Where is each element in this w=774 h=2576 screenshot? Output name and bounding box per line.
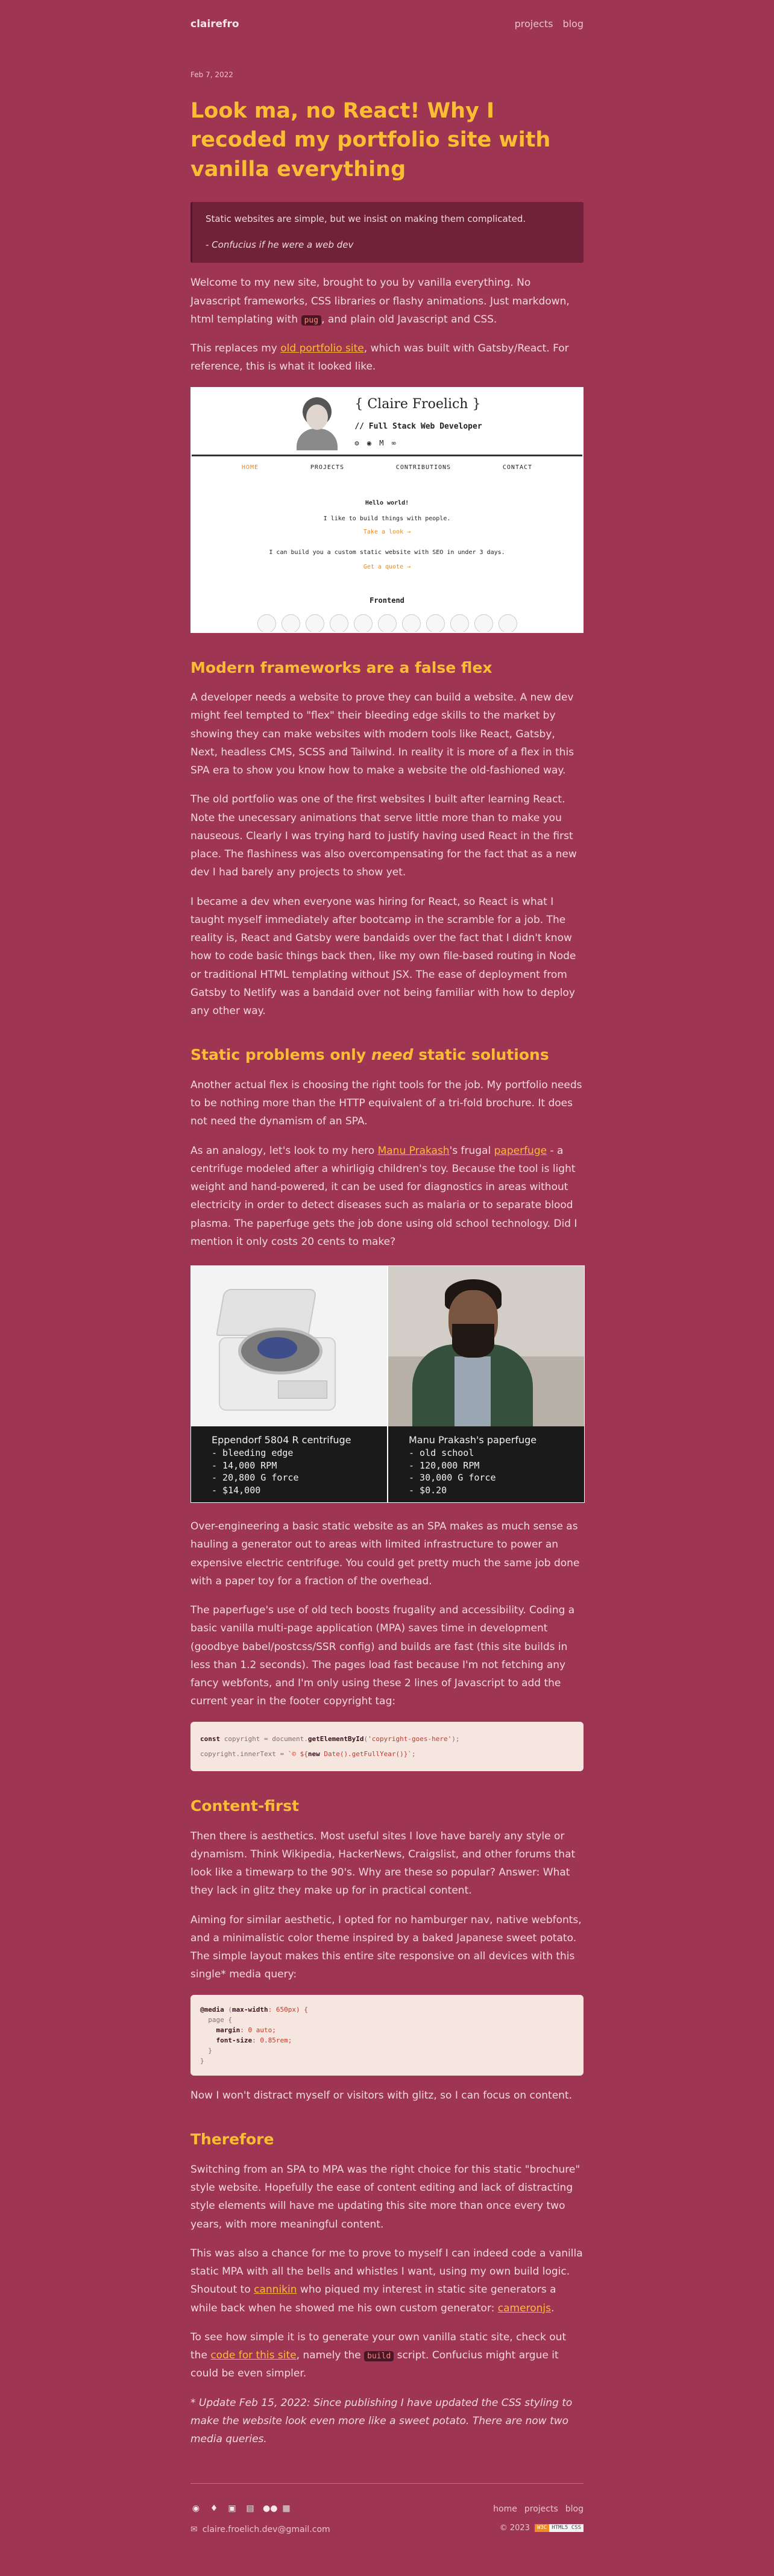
old-site-menu [192, 456, 582, 473]
devto-icon[interactable]: ▦ [282, 2504, 291, 2514]
centrifuge-caption: Eppendorf 5804 R centrifuge [212, 1434, 351, 1446]
email-link[interactable]: claire.froelich.dev@gmail.com [202, 2525, 330, 2535]
centrifuge-specs [191, 1426, 387, 1496]
quote-text: Static websites are simple, but we insist on making them complicated. [206, 213, 526, 224]
old-site-header [192, 388, 582, 456]
tech-icon [378, 614, 397, 633]
content-first-paragraph-2: Aiming for similar aesthetic, I opted for no hamburger nav, native webfonts, and a minimalistic color theme inspired by a baked Japanese sweet potato. The simple layout makes this entire site responsive on all devices with this single* media query: [190, 1913, 582, 1981]
nav-blog-link[interactable]: blog [562, 17, 584, 30]
medium-icon[interactable]: ●● [263, 2504, 278, 2514]
tech-icon [354, 614, 373, 633]
old-site-social-icons: ⚙ ◉ M ∞ [354, 439, 398, 448]
tech-icon [282, 614, 300, 633]
old-portfolio-screenshot [190, 387, 584, 633]
spec-item: - 20,800 G force [212, 1472, 299, 1484]
centrifuge-photo [191, 1266, 387, 1426]
therefore-paragraph-3: To see how simple it is to generate your own vanilla static site, check out the code for this site, namely the build script. Confucius might argue it could be even simpler. [190, 2331, 567, 2380]
static-paragraph-1: Another actual flex is choosing the right tools for the job. My portfolio needs to be nothing more than the HTTP equivalent of a tri-fold brochure. It does not need the dynamism of an SPA. [190, 1079, 582, 1128]
therefore-paragraph-1: Switching from an SPA to MPA was the right choice for this static "brochure" style website. Hopefully the ease of content editing and lack of distracting style elements will have me updating this site more than once every two years, with more meaningful content. [190, 2163, 580, 2231]
section-heading-static-problems: Static problems only need static solutions [190, 1046, 549, 1064]
footer-nav-projects[interactable]: projects [524, 2504, 558, 2515]
tech-icon [330, 614, 348, 633]
intro-paragraph-1: Welcome to my new site, brought to you by vanilla everything. No Javascript frameworks, CSS libraries or flashy animations. Just markdown, html templating with pug , and plain old Javascript and CSS. [190, 277, 570, 326]
linkedin-icon[interactable]: ▣ [228, 2504, 236, 2514]
old-site-content [192, 498, 582, 572]
quote-attribution: - Confucius if he were a web dev [206, 239, 354, 250]
content-first-paragraph-3: Now I won't distract myself or visitors with glitz, so I can focus on content. [190, 2089, 573, 2102]
content-first-paragraph-1: Then there is aesthetics. Most useful sites I love have barely any style or dynamism. Think Wikipedia, HackerNews, Craigslist, and other forums that look like a timewarp to the 90's. Why are these so popular? Answer: What they lack in glitz they make up for in practical content. [190, 1830, 576, 1897]
update-note: * Update Feb 15, 2022: Since publishing I have updated the CSS styling to make the website look even more like a sweet potato. There are now two media queries. [190, 2396, 573, 2446]
manu-prakash-link[interactable]: Manu Prakash [377, 1144, 450, 1157]
tech-icon [306, 614, 324, 633]
spec-item: - $0.20 [409, 1484, 447, 1496]
paperfuge-caption: Manu Prakash's paperfuge [409, 1434, 537, 1446]
old-site-frontend-heading: Frontend [370, 596, 404, 605]
static-paragraph-3: Over-engineering a basic static website as an SPA makes as much sense as hauling a generator out to areas with limited infrastructure to power an expensive electric centrifuge. You could get pretty much the same job done with a paper toy for a fraction of the overhead. [190, 1520, 580, 1587]
old-site-menu-home: HOME [241, 464, 259, 471]
post-date: Feb 7, 2022 [190, 71, 233, 79]
paperfuge-link[interactable]: paperfuge [494, 1144, 547, 1157]
centrifuge-comparison-image [190, 1265, 585, 1503]
tech-icon [426, 614, 445, 633]
github-icon[interactable]: ◉ [192, 2504, 200, 2514]
cannikin-link[interactable]: cannikin [254, 2284, 297, 2296]
w3c-badge[interactable]: W3C HTML5 CSS [535, 2524, 584, 2532]
old-site-name: { Claire Froelich } [354, 396, 481, 412]
old-portfolio-link[interactable]: old portfolio site [280, 342, 364, 355]
nav-projects-link[interactable]: projects [514, 17, 553, 30]
old-site-role: // Full Stack Web Developer [354, 421, 482, 431]
paperfuge-specs [388, 1426, 584, 1496]
intro-paragraph-2: This replaces my old portfolio site, which was built with Gatsby/React. For reference, this is what it looked like. [190, 342, 569, 373]
media-query-code-block: @media (max-width: 650px) { page { margin: 0 auto; font-size: 0.85rem; } } [190, 1995, 584, 2076]
spec-item: - 14,000 RPM [212, 1460, 277, 1471]
confucius-quote [190, 202, 584, 263]
tech-icon [402, 614, 421, 633]
old-site-line-1: I like to build things with people. [323, 515, 451, 523]
site-brand-link[interactable]: clairefro [190, 17, 239, 30]
section-heading-false-flex: Modern frameworks are a false flex [190, 658, 492, 676]
old-site-menu-contributions: CONTRIBUTIONS [395, 464, 452, 471]
static-paragraph-2: As an analogy, let's look to my hero Manu Prakash's frugal paperfuge - a centrifuge modeled after a whirligig children's toy. Because the tool is light weight and hand-powered, it can be used for diagnostics in areas without electricity in order to detect diseases such as malaria or to separate blood plasma. The paperfuge gets the job done using old school technology. Did I mention it only costs 20 cents to make? [190, 1144, 577, 1248]
copyright [500, 2521, 584, 2535]
mail-icon: ✉ [190, 2525, 198, 2535]
old-site-link-2: Get a quote → [363, 563, 411, 570]
tech-icon [257, 614, 276, 633]
footer-nav [493, 2502, 584, 2517]
section-heading-therefore: Therefore [190, 2130, 274, 2149]
false-flex-paragraph-1: A developer needs a website to prove they can build a website. A new dev might feel tempted to "flex" their bleeding edge skills to the market by showing they can make websites with modern tools like React, Gatsby, Next, headless CMS, SCSS and Tailwind. In reality it is more of a flex in this SPA era to show you know how to make a website the old-fashioned way. [190, 691, 574, 777]
site-code-link[interactable]: code for this site [210, 2349, 297, 2362]
spec-item: - 120,000 RPM [409, 1460, 480, 1471]
spec-item: - old school [409, 1447, 474, 1459]
old-site-avatar [292, 392, 342, 450]
old-site-link-1: Take a look → [363, 529, 411, 536]
build-code: build [364, 2351, 394, 2361]
copyright-js-code-block: const copyright = document.getElementById('copyright-goes-here'); copyright.innerText = `© ${new Date().getFullYear()}`; [190, 1722, 584, 1772]
tech-icon [450, 614, 469, 633]
post [190, 71, 584, 2448]
post-title: Look ma, no React! Why I recoded my portfolio site with vanilla everything [190, 99, 551, 181]
footer-nav-home[interactable]: home [493, 2504, 517, 2515]
youtube-icon[interactable]: ▤ [246, 2504, 254, 2514]
paperfuge-photo [388, 1266, 584, 1426]
top-nav [515, 16, 584, 33]
pug-code: pug [301, 315, 321, 326]
site-header [190, 0, 584, 34]
spec-item: - bleeding edge [212, 1447, 294, 1459]
old-site-menu-contact: CONTACT [502, 464, 533, 471]
static-paragraph-4: The paperfuge's use of old tech boosts frugality and accessibility. Coding a basic vanilla multi-page application (MPA) saves time in development (goodbye babel/postcss/SSR config) and builds are fast (this site builds in less than 1.2 seconds). The pages load fast because I'm not fetching any fancy webfonts, and I'm only using these 2 lines of Javascript to add the current year in the footer copyright tag: [190, 1604, 575, 1708]
site-footer [190, 2483, 584, 2537]
footer-nav-blog[interactable]: blog [565, 2504, 584, 2515]
section-heading-content-first: Content-first [190, 1797, 300, 1815]
copyright-text: © 2023 [499, 2524, 530, 2533]
comparison-left [191, 1266, 387, 1502]
spec-item: - 30,000 G force [409, 1472, 496, 1484]
tech-icon [474, 614, 493, 633]
comparison-right [387, 1266, 584, 1502]
tech-icon [499, 614, 517, 633]
therefore-paragraph-2: This was also a chance for me to prove to myself I can indeed code a vanilla static MPA with all the bells and whistles I want, using my own build logic. Shoutout to cannikin who piqued my interest in static site generators a while back when he showed me his own custom generator: cameronjs. [190, 2247, 583, 2314]
old-site-tech-icons [192, 614, 582, 633]
old-site-line-2: I can build you a custom static website with SEO in under 3 days. [269, 549, 505, 556]
cameronjs-link[interactable]: cameronjs [497, 2302, 551, 2314]
spec-item: - $14,000 [212, 1484, 261, 1496]
old-site-hello: Hello world! [365, 500, 409, 507]
false-flex-paragraph-3: I became a dev when everyone was hiring for React, so React is what I taught myself immediately after bootcamp in the scramble for a job. The reality is, React and Gatsby were bandaids over the fact that I didn't know how to code basic things back then, like my own file-based routing in Node or traditional HTML templating without JSX. The ease of deployment from Gatsby to Netlify was a bandaid over not being familiar with how to deploy any other way. [190, 895, 576, 1018]
false-flex-paragraph-2: The old portfolio was one of the first websites I built after learning React. Note the unecessary animations that serve little more than to make you nauseous. Clearly I was trying hard to justify having used React in the first place. The flashiness was also overcompensating for the fact that as a new dev I had barely any projects to show yet. [190, 793, 577, 879]
old-site-menu-projects: PROJECTS [310, 464, 344, 471]
twitter-icon[interactable]: ♦ [210, 2504, 218, 2514]
